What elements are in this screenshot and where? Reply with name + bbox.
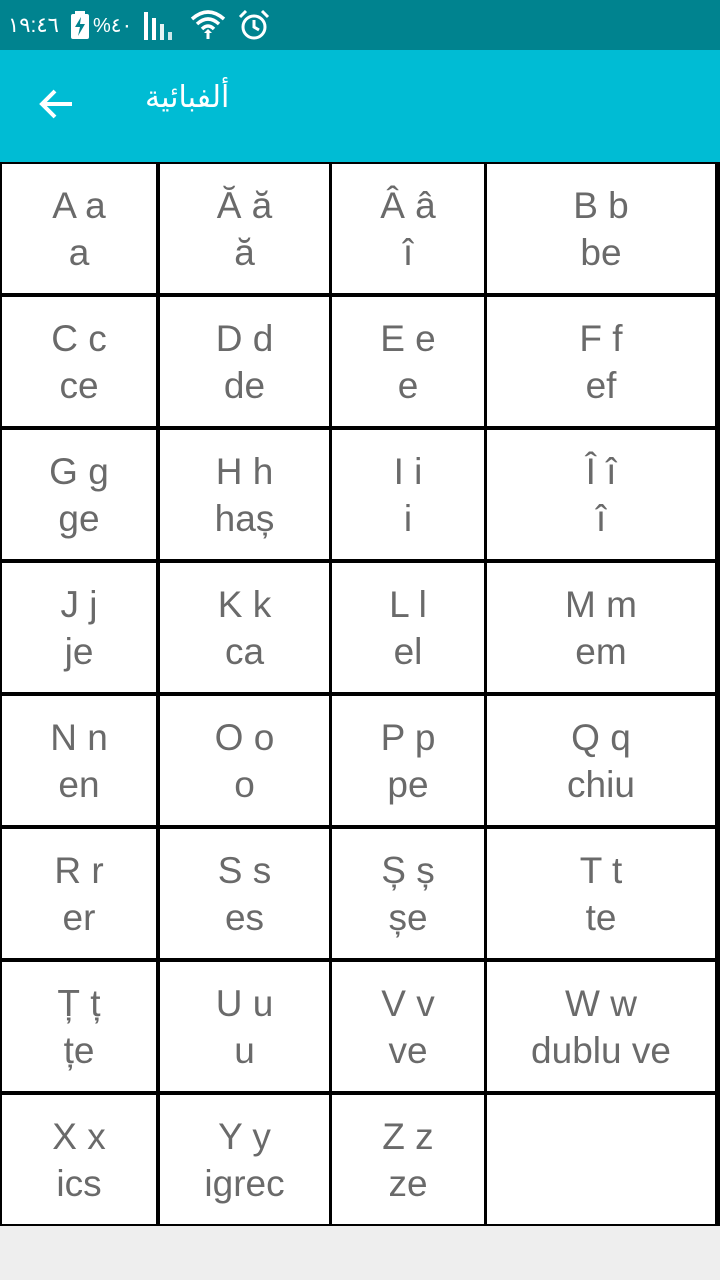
letter-pair: O o	[214, 716, 275, 758]
letter-cell[interactable]	[160, 297, 329, 426]
letter-name: de	[223, 364, 266, 406]
letter-name: be	[580, 231, 622, 273]
letter-name: ef	[585, 364, 617, 406]
letter-cell[interactable]	[487, 696, 715, 825]
arrow-back-icon	[39, 89, 73, 124]
letter-cell[interactable]	[487, 563, 715, 692]
letter-pair: A a	[52, 184, 106, 226]
status-bar	[0, 0, 720, 50]
letter-cell[interactable]	[160, 829, 329, 958]
letter-cell[interactable]	[2, 696, 156, 825]
letter-cell[interactable]	[2, 297, 156, 426]
letter-cell[interactable]	[2, 962, 156, 1091]
letter-name: je	[64, 630, 94, 672]
letter-pair: E e	[380, 317, 436, 359]
letter-pair: V v	[381, 982, 435, 1024]
letter-name: ics	[56, 1162, 102, 1204]
letter-name: o	[234, 763, 255, 805]
letter-pair: Ă ă	[216, 184, 273, 226]
letter-pair: C c	[51, 317, 107, 359]
letter-name: ve	[388, 1029, 428, 1071]
letter-pair: Y y	[218, 1115, 271, 1157]
wifi-icon	[190, 9, 226, 41]
letter-name: pe	[387, 763, 429, 805]
letter-cell[interactable]	[2, 1095, 156, 1224]
letter-cell[interactable]	[2, 829, 156, 958]
letter-name: igrec	[204, 1162, 285, 1204]
letter-name: e	[397, 364, 419, 406]
letter-cell[interactable]	[2, 164, 156, 293]
letter-pair: F f	[579, 317, 623, 359]
letter-name: șe	[388, 896, 428, 938]
letter-pair: X x	[52, 1115, 106, 1157]
letter-name: em	[575, 630, 627, 672]
letter-name: țe	[63, 1029, 95, 1071]
letter-cell[interactable]	[332, 430, 484, 559]
letter-cell[interactable]	[332, 962, 484, 1091]
letter-pair: T t	[579, 849, 623, 891]
alphabet-grid	[0, 162, 720, 1226]
letter-name: i	[403, 497, 413, 539]
letter-pair: K k	[217, 583, 272, 625]
letter-pair: Ș ș	[381, 849, 435, 891]
letter-cell[interactable]	[332, 297, 484, 426]
page-title: ألفبائية	[145, 80, 230, 115]
letter-cell[interactable]	[160, 563, 329, 692]
letter-name: el	[393, 630, 423, 672]
letter-pair: Z z	[382, 1115, 434, 1157]
letter-pair: R r	[54, 849, 104, 891]
letter-name: u	[234, 1029, 255, 1071]
letter-pair: J j	[60, 583, 98, 625]
letter-name: te	[585, 896, 617, 938]
letter-pair: U u	[215, 982, 274, 1024]
letter-cell[interactable]	[2, 563, 156, 692]
letter-name: haș	[214, 497, 275, 539]
letter-cell[interactable]	[160, 1095, 329, 1224]
letter-cell[interactable]	[487, 962, 715, 1091]
empty-cell	[487, 1095, 715, 1224]
letter-cell[interactable]	[332, 829, 484, 958]
letter-cell[interactable]	[487, 297, 715, 426]
letter-pair: Q q	[571, 716, 631, 758]
letter-cell[interactable]	[487, 829, 715, 958]
letter-pair: H h	[215, 450, 274, 492]
letter-name: a	[68, 231, 90, 273]
letter-pair: L l	[389, 583, 427, 625]
letter-name: er	[62, 896, 96, 938]
letter-pair: Î î	[585, 450, 617, 492]
letter-cell[interactable]	[332, 164, 484, 293]
letter-pair: B b	[573, 184, 629, 226]
letter-name: ă	[234, 231, 255, 273]
letter-cell[interactable]	[160, 430, 329, 559]
letter-cell[interactable]	[160, 164, 329, 293]
letter-name: ze	[388, 1162, 428, 1204]
letter-pair: Ț ț	[57, 982, 101, 1024]
letter-pair: Â â	[380, 184, 436, 226]
letter-pair: G g	[49, 450, 109, 492]
letter-pair: S s	[217, 849, 272, 891]
letter-name: î	[595, 497, 607, 539]
letter-pair: N n	[50, 716, 108, 758]
letter-name: dublu ve	[531, 1029, 671, 1071]
letter-name: en	[58, 763, 100, 805]
letter-cell[interactable]	[160, 962, 329, 1091]
letter-pair: P p	[380, 716, 436, 758]
letter-name: chiu	[567, 763, 635, 805]
signal-icon	[144, 10, 178, 40]
back-button[interactable]	[28, 78, 84, 134]
letter-cell[interactable]	[160, 696, 329, 825]
letter-pair: M m	[565, 583, 637, 625]
letter-name: ce	[59, 364, 99, 406]
letter-cell[interactable]	[332, 696, 484, 825]
status-time: ١٩:٤٦	[8, 13, 59, 37]
app-bar	[0, 50, 720, 162]
letter-pair: W w	[565, 982, 637, 1024]
letter-cell[interactable]	[487, 430, 715, 559]
letter-pair: I i	[393, 450, 423, 492]
letter-cell[interactable]	[332, 1095, 484, 1224]
alarm-icon	[238, 9, 270, 41]
bottom-background	[0, 1226, 720, 1280]
battery-charging-icon	[71, 11, 89, 39]
letter-name: ge	[58, 497, 100, 539]
letter-name: î	[402, 231, 414, 273]
letter-cell[interactable]	[2, 430, 156, 559]
battery-percent: %٤٠	[92, 14, 133, 37]
letter-name: ca	[224, 630, 265, 672]
letter-name: es	[224, 896, 265, 938]
letter-cell[interactable]	[487, 164, 715, 293]
letter-cell[interactable]	[332, 563, 484, 692]
letter-pair: D d	[215, 317, 274, 359]
